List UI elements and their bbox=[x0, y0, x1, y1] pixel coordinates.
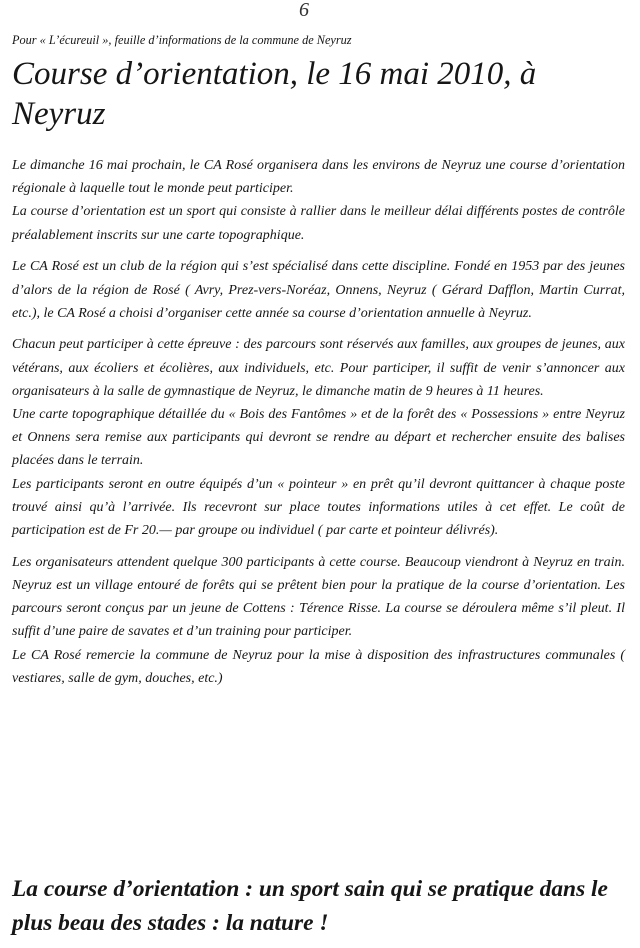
article-title: Course d’orientation, le 16 mai 2010, à Neyruz bbox=[12, 56, 537, 132]
paragraph-map: Une carte topographique détaillée du « Bois des Fantômes » et de la forêt des « Possessions » entre Neyruz et Onnens sera remise aux participants qui devront se rendre au départ et rechercher ensuite des balises placées dans le terrain. bbox=[12, 407, 625, 469]
paragraph-club: Le CA Rosé est un club de la région qui s’est spécialisé dans cette discipline. Fondé en 1953 par des jeunes d’alors de la région de Rosé ( Avry, Prez-vers-Noréaz, Onnens, Neyruz ( Gérard Dafflon, Martin Currat, etc.), le CA Rosé a choisi d’organiser cette année sa course d’orientation annuelle à Neyruz. bbox=[12, 259, 625, 321]
paragraph-intro: Le dimanche 16 mai prochain, le CA Rosé organisera dans les environs de Neyruz une course d’orientation régionale à laquelle tout le monde peut participer. bbox=[12, 158, 625, 197]
paragraph-gap bbox=[12, 542, 625, 551]
paragraph-definition: La course d’orientation est un sport qui consiste à rallier dans le meilleur délai différents postes de contrôle préalablement inscrits sur une carte topographique. bbox=[12, 204, 625, 243]
paragraph-gap bbox=[12, 247, 625, 256]
paragraph-organisers: Les organisateurs attendent quelque 300 participants à cette course. Beaucoup viendront à Neyruz en train. Neyruz est un village entouré de forêts qui se prêtent bien pour la pratique de la course d’orientation. Les parcours seront conçus par un jeune de Cottens : Térence Risse. La course se déroulera même s’il pleut. Il suffit d’une paire de savates et d’un training pour participer. bbox=[12, 554, 625, 640]
page-number: 6 bbox=[299, 0, 309, 21]
paragraph-participation: Chacun peut participer à cette épreuve : des parcours sont réservés aux familles, aux groupes de jeunes, aux vétérans, aux écoliers et écolières, aux individuels, etc. Pour participer, il suffit de venir s’annoncer aux organisateurs à la salle de gymnastique de Neyruz, le dimanche matin de 9 heures à 11 heures. bbox=[12, 337, 625, 399]
paragraph-thanks: Le CA Rosé remercie la commune de Neyruz pour la mise à disposition des infrastructures communales ( vestiares, salle de gym, douches, etc.) bbox=[12, 647, 625, 686]
paragraph-gap bbox=[12, 325, 625, 334]
header-note: Pour « L’écureuil », feuille d’informations de la commune de Neyruz bbox=[12, 33, 352, 47]
article-body bbox=[12, 154, 625, 690]
closing-slogan: La course d’orientation : un sport sain qui se pratique dans le plus beau des stades : la nature ! bbox=[12, 876, 608, 936]
paragraph-equipment: Les participants seront en outre équipés d’un « pointeur » en prêt qu’il devront quittancer à chaque poste trouvé ainsi qu’à l’arrivée. Ils recevront sur place toutes informations utiles à cet effet. Le coût de participation est de Fr 20.— par groupe ou individuel ( par carte et pointeur délivrés). bbox=[12, 476, 625, 539]
